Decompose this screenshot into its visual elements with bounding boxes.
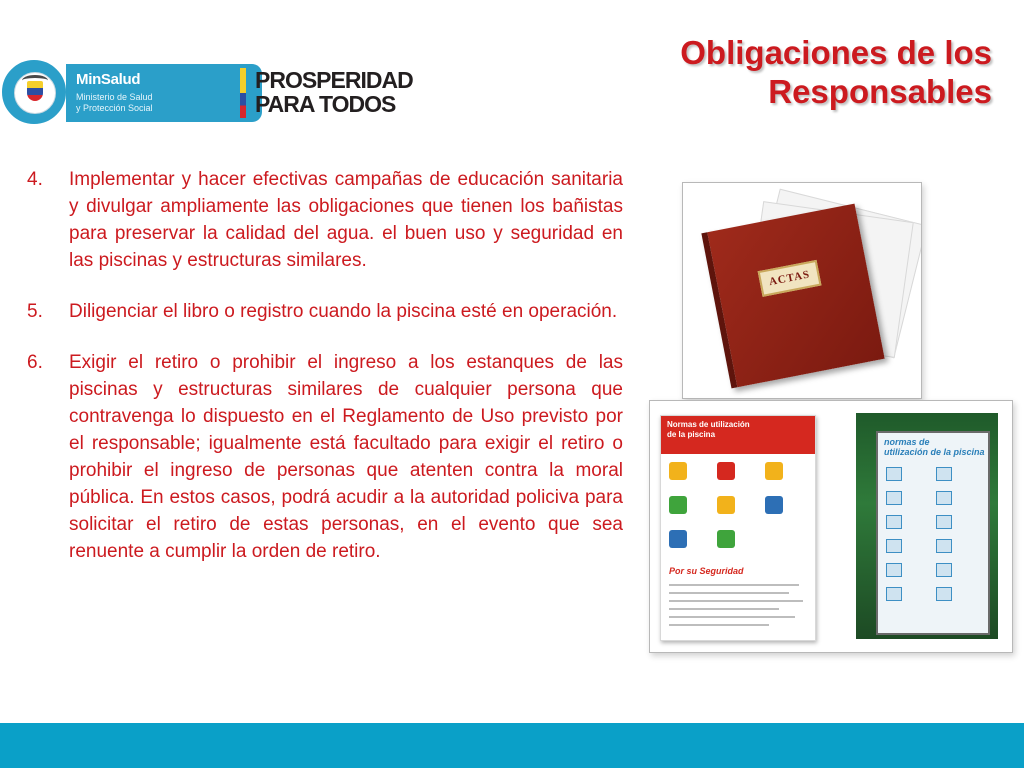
rule-pictogram-icon: [717, 530, 735, 548]
pool-rules-poster-red: Normas de utilización de la piscina Por su Seguridad: [660, 415, 816, 641]
list-item-text: Implementar y hacer efectivas campañas de educación sanitaria y divulgar ampliamente las obligaciones que tienen los bañistas para preservar la calidad del agua. el buen uso y seguridad en las piscinas y estructuras similares.: [69, 169, 623, 271]
rule-pictogram-icon: [669, 530, 687, 548]
book-label: ACTAS: [758, 260, 822, 297]
rule-pictogram-icon: [717, 496, 735, 514]
colombia-flag-bar: [240, 68, 246, 118]
list-item-number: 5.: [27, 301, 43, 322]
colombia-seal-logo: [2, 60, 66, 124]
minsalud-subtitle: Ministerio de Salud y Protección Social: [76, 92, 153, 113]
list-item-number: 4.: [27, 169, 43, 190]
rule-pictogram-icon: [669, 496, 687, 514]
rule-pictogram-icon: [669, 462, 687, 480]
record-book-photo: [682, 182, 922, 399]
list-item-text: Exigir el retiro o prohibir el ingreso a los estanques de las piscinas y estructuras similares de cualquier persona que contravenga lo dispuesto en el Reglamento de Uso previsto por el responsable; igualmente está facultado para exigir el retiro o prohibir el ingreso de personas que atenten contra la moral pública. En estos casos, podrá acudir a la autoridad policiva para solicitar el retiro de estas personas, en el evento que sea renuente a cumplir la orden de retiro.: [69, 352, 623, 562]
rule-pictogram-icon: [717, 462, 735, 480]
pool-rules-poster-outdoor: normas de utilización de la piscina: [856, 413, 998, 639]
list-item-number: 6.: [27, 352, 43, 373]
minsalud-brand: MinSalud: [76, 71, 141, 88]
shield-icon: [27, 81, 43, 101]
pool-rules-posters-photo: [649, 400, 1013, 653]
header-logos: [2, 60, 413, 126]
rule-pictogram-icon: [765, 496, 783, 514]
rule-pictogram-icon: [765, 462, 783, 480]
list-item: [27, 349, 623, 565]
footer-bar: [0, 723, 1024, 768]
list-item: [27, 298, 623, 325]
slide-title: Obligaciones de los Responsables: [680, 34, 992, 110]
prosperidad-logo: PROSPERIDAD PARA TODOS: [255, 67, 413, 117]
poster-section-title: Por su Seguridad: [669, 566, 744, 576]
list-item: [27, 166, 623, 274]
minsalud-logo: [66, 64, 262, 122]
list-item-text: Diligenciar el libro o registro cuando la piscina esté en operación.: [69, 301, 618, 322]
record-book-image: [701, 204, 884, 389]
obligations-list: [27, 166, 623, 589]
